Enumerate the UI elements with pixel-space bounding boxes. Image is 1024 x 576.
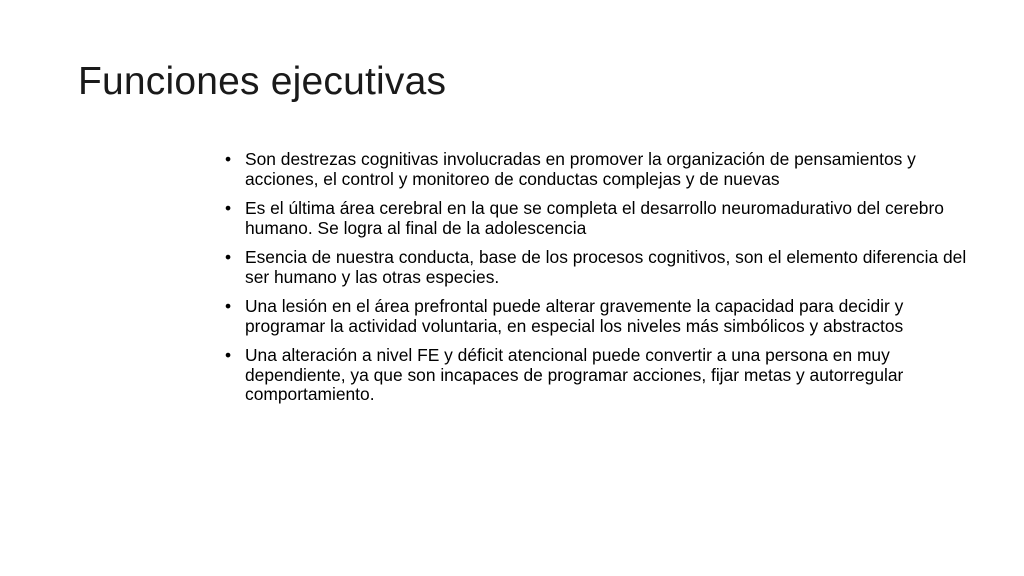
bullet-icon: • [225,149,232,169]
bullet-item [225,346,975,405]
bullet-text: Son destrezas cognitivas involucradas en promover la organización de pensamientos y acciones, el control y monitoreo de conductas complejas y de nuevas [245,149,916,189]
bullet-item [225,150,975,189]
bullet-item [225,248,975,287]
slide-title: Funciones ejecutivas [78,60,447,103]
bullet-text: Esencia de nuestra conducta, base de los procesos cognitivos, son el elemento diferencia del ser humano y las otras especies. [245,247,967,287]
bullet-text: Una alteración a nivel FE y déficit atencional puede convertir a una persona en muy dependiente, ya que son incapaces de programar acciones, fijar metas y autorregular comportamiento. [245,345,904,404]
bullet-icon: • [225,247,232,267]
bullet-icon: • [225,345,232,365]
bullet-icon: • [225,198,232,218]
bullet-item [225,199,975,238]
bullet-list [225,150,975,415]
bullet-icon: • [225,296,232,316]
bullet-text: Una lesión en el área prefrontal puede alterar gravemente la capacidad para decidir y programar la actividad voluntaria, en especial los niveles más simbólicos y abstractos [245,296,904,336]
bullet-text: Es el última área cerebral en la que se completa el desarrollo neuromadurativo del cerebro humano. Se logra al final de la adolescencia [245,198,944,238]
bullet-item [225,297,975,336]
